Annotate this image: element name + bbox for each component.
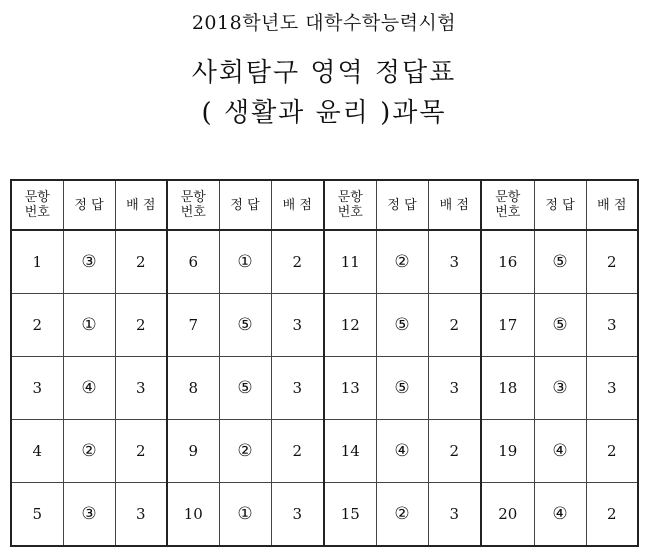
subject-subtitle: ( 생활과 윤리 )과목 — [201, 98, 447, 128]
column-header-answer: 정 답 — [376, 180, 428, 230]
answer-cell: ⑤ — [534, 294, 586, 357]
question-number: 15 — [324, 483, 376, 547]
column-header-question: 문항 번호 — [167, 180, 219, 230]
answer-cell: ⑤ — [534, 230, 586, 294]
column-header-answer: 정 답 — [219, 180, 271, 230]
column-header-points: 배 점 — [586, 180, 638, 230]
column-header-question: 문항 번호 — [324, 180, 376, 230]
table-row — [11, 294, 638, 357]
column-header-points: 배 점 — [271, 180, 324, 230]
question-number: 3 — [11, 357, 63, 420]
points-cell: 2 — [115, 230, 167, 294]
answer-cell: ① — [219, 483, 271, 547]
answer-cell: ③ — [63, 230, 115, 294]
answer-cell: ② — [63, 420, 115, 483]
table-row — [11, 230, 638, 294]
question-number: 14 — [324, 420, 376, 483]
answer-cell: ④ — [376, 420, 428, 483]
answer-cell: ④ — [534, 483, 586, 547]
points-cell: 3 — [115, 483, 167, 547]
answer-cell: ⑤ — [219, 357, 271, 420]
question-number: 4 — [11, 420, 63, 483]
column-header-answer: 정 답 — [63, 180, 115, 230]
question-number: 16 — [481, 230, 534, 294]
question-number: 8 — [167, 357, 219, 420]
answer-cell: ⑤ — [376, 357, 428, 420]
column-header-points: 배 점 — [428, 180, 481, 230]
answer-cell: ③ — [63, 483, 115, 547]
document-title: 사회탐구 영역 정답표 — [191, 58, 457, 88]
points-cell: 3 — [271, 294, 324, 357]
points-cell: 2 — [428, 420, 481, 483]
question-number: 11 — [324, 230, 376, 294]
answer-cell: ④ — [63, 357, 115, 420]
answer-cell: ② — [376, 230, 428, 294]
points-cell: 2 — [271, 420, 324, 483]
points-cell: 2 — [271, 230, 324, 294]
points-cell: 2 — [586, 483, 638, 547]
table-row — [11, 483, 638, 547]
points-cell: 2 — [428, 294, 481, 357]
points-cell: 3 — [115, 357, 167, 420]
answer-key-table — [10, 179, 639, 547]
question-number: 12 — [324, 294, 376, 357]
points-cell: 3 — [428, 483, 481, 547]
points-cell: 3 — [586, 294, 638, 357]
table-row — [11, 420, 638, 483]
question-number: 18 — [481, 357, 534, 420]
question-number: 5 — [11, 483, 63, 547]
question-number: 7 — [167, 294, 219, 357]
points-cell: 2 — [115, 420, 167, 483]
column-header-answer: 정 답 — [534, 180, 586, 230]
points-cell: 2 — [586, 420, 638, 483]
answer-cell: ② — [376, 483, 428, 547]
points-cell: 2 — [115, 294, 167, 357]
question-number: 2 — [11, 294, 63, 357]
question-number: 17 — [481, 294, 534, 357]
answer-cell: ⑤ — [219, 294, 271, 357]
column-header-question: 문항 번호 — [481, 180, 534, 230]
answer-cell: ① — [219, 230, 271, 294]
answer-cell: ⑤ — [376, 294, 428, 357]
exam-year-title: 2018학년도 대학수학능력시험 — [191, 12, 457, 34]
points-cell: 3 — [428, 230, 481, 294]
answer-cell: ② — [219, 420, 271, 483]
answer-cell: ③ — [534, 357, 586, 420]
answer-cell: ① — [63, 294, 115, 357]
points-cell: 3 — [271, 357, 324, 420]
points-cell: 3 — [586, 357, 638, 420]
points-cell: 3 — [428, 357, 481, 420]
question-number: 10 — [167, 483, 219, 547]
question-number: 1 — [11, 230, 63, 294]
answer-cell: ④ — [534, 420, 586, 483]
question-number: 9 — [167, 420, 219, 483]
question-number: 6 — [167, 230, 219, 294]
points-cell: 2 — [586, 230, 638, 294]
question-number: 20 — [481, 483, 534, 547]
column-header-points: 배 점 — [115, 180, 167, 230]
table-row — [11, 357, 638, 420]
question-number: 13 — [324, 357, 376, 420]
question-number: 19 — [481, 420, 534, 483]
points-cell: 3 — [271, 483, 324, 547]
header-row — [11, 180, 638, 230]
column-header-question: 문항 번호 — [11, 180, 63, 230]
